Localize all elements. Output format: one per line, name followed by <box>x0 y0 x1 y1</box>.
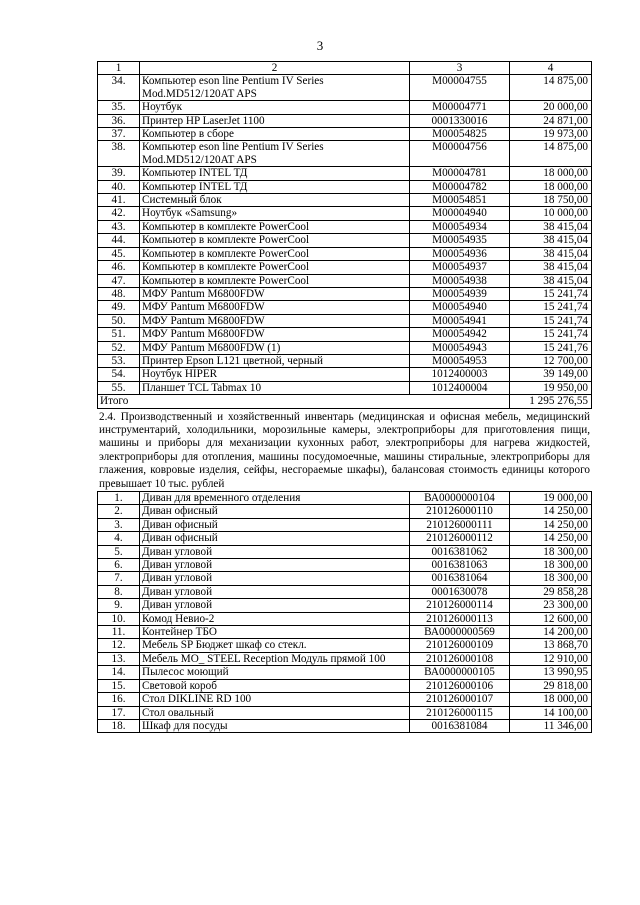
item-value: 18 750,00 <box>510 194 592 207</box>
table-header-row <box>98 62 592 75</box>
table-row <box>98 559 592 572</box>
item-value: 13 990,95 <box>510 666 592 679</box>
item-value: 18 300,00 <box>510 572 592 585</box>
item-name: Компьютер INTEL ТД <box>140 167 410 180</box>
item-name: Компьютер eson line Pentium IV Series Mod.MD512/120AT APS <box>140 141 410 167</box>
inventory-code: 0001330016 <box>410 114 510 127</box>
item-name: Диван угловой <box>140 599 410 612</box>
table-row <box>98 234 592 247</box>
table-row <box>98 180 592 193</box>
row-number: 17. <box>98 706 140 719</box>
item-value: 38 415,04 <box>510 274 592 287</box>
item-value: 20 000,00 <box>510 101 592 114</box>
item-name: МФУ Pantum M6800FDW <box>140 314 410 327</box>
item-name: Компьютер eson line Pentium IV Series Mod.MD512/120AT APS <box>140 75 410 101</box>
row-number: 55. <box>98 381 140 394</box>
inventory-code: M00054938 <box>410 274 510 287</box>
row-number: 2. <box>98 505 140 518</box>
inventory-code: 0016381064 <box>410 572 510 585</box>
row-number: 43. <box>98 220 140 233</box>
inventory-code: M00004755 <box>410 75 510 101</box>
row-number: 37. <box>98 128 140 141</box>
item-value: 13 868,70 <box>510 639 592 652</box>
item-value: 14 250,00 <box>510 505 592 518</box>
item-name: Диван угловой <box>140 559 410 572</box>
item-name: МФУ Pantum M6800FDW <box>140 328 410 341</box>
inventory-code: 0016381062 <box>410 545 510 558</box>
page-number: 3 <box>316 38 324 53</box>
inventory-code: 0016381063 <box>410 559 510 572</box>
inventory-code: ВА0000000569 <box>410 626 510 639</box>
item-name: Компьютер в сборе <box>140 128 410 141</box>
table-row <box>98 532 592 545</box>
item-name: Стол DIKLINE RD 100 <box>140 693 410 706</box>
item-name: МФУ Pantum M6800FDW <box>140 301 410 314</box>
inventory-code: 0016381084 <box>410 719 510 732</box>
inventory-code: 210126000112 <box>410 532 510 545</box>
table-row <box>98 545 592 558</box>
item-name: Ноутбук «Samsung» <box>140 207 410 220</box>
inventory-code: M00054943 <box>410 341 510 354</box>
item-name: Мебель SP Бюджет шкаф со стекл. <box>140 639 410 652</box>
inventory-code: 210126000115 <box>410 706 510 719</box>
row-number: 38. <box>98 141 140 167</box>
header-col-1: 1 <box>98 62 140 75</box>
row-number: 9. <box>98 599 140 612</box>
table-row <box>98 518 592 531</box>
row-number: 12. <box>98 639 140 652</box>
row-number: 50. <box>98 314 140 327</box>
table-row <box>98 492 592 505</box>
inventory-code: 210126000107 <box>410 693 510 706</box>
inventory-code: M00054934 <box>410 220 510 233</box>
row-number: 48. <box>98 287 140 300</box>
row-number: 18. <box>98 719 140 732</box>
row-number: 6. <box>98 559 140 572</box>
row-number: 5. <box>98 545 140 558</box>
inventory-code: 1012400003 <box>410 368 510 381</box>
item-value: 38 415,04 <box>510 220 592 233</box>
inventory-code: M00054825 <box>410 128 510 141</box>
inventory-code: 210126000110 <box>410 505 510 518</box>
item-value: 11 346,00 <box>510 719 592 732</box>
row-number: 53. <box>98 354 140 367</box>
inventory-code: 210126000113 <box>410 612 510 625</box>
total-value: 1 295 276,55 <box>510 395 592 408</box>
item-name: Ноутбук HIPER <box>140 368 410 381</box>
table-row <box>98 368 592 381</box>
row-number: 47. <box>98 274 140 287</box>
table-row <box>98 287 592 300</box>
item-name: Компьютер в комплекте PowerCool <box>140 247 410 260</box>
item-name: МФУ Pantum M6800FDW <box>140 287 410 300</box>
item-name: Стол овальный <box>140 706 410 719</box>
item-name: Принтер Epson L121 цветной, черный <box>140 354 410 367</box>
table-row <box>98 141 592 167</box>
row-number: 13. <box>98 652 140 665</box>
inventory-code: 210126000111 <box>410 518 510 531</box>
row-number: 39. <box>98 167 140 180</box>
item-name: Компьютер в комплекте PowerCool <box>140 220 410 233</box>
table-row <box>98 194 592 207</box>
item-name: Диван угловой <box>140 545 410 558</box>
item-value: 10 000,00 <box>510 207 592 220</box>
item-value: 24 871,00 <box>510 114 592 127</box>
header-col-4: 4 <box>510 62 592 75</box>
document-body <box>97 61 591 733</box>
table-row <box>98 314 592 327</box>
item-name: Диван офисный <box>140 505 410 518</box>
item-name: Системный блок <box>140 194 410 207</box>
item-value: 14 875,00 <box>510 75 592 101</box>
row-number: 7. <box>98 572 140 585</box>
item-value: 18 000,00 <box>510 180 592 193</box>
item-name: Планшет TCL Tabmax 10 <box>140 381 410 394</box>
item-value: 38 415,04 <box>510 247 592 260</box>
item-value: 14 100,00 <box>510 706 592 719</box>
item-name: Мебель МО_ STEEL Reception Модуль прямой 100 <box>140 652 410 665</box>
item-value: 15 241,74 <box>510 287 592 300</box>
table-row <box>98 128 592 141</box>
item-value: 18 300,00 <box>510 545 592 558</box>
table-row <box>98 585 592 598</box>
item-value: 15 241,74 <box>510 301 592 314</box>
row-number: 10. <box>98 612 140 625</box>
row-number: 54. <box>98 368 140 381</box>
computer-equipment-table <box>97 61 592 409</box>
row-number: 45. <box>98 247 140 260</box>
item-name: Компьютер в комплекте PowerCool <box>140 234 410 247</box>
item-value: 18 000,00 <box>510 167 592 180</box>
inventory-code: 1012400004 <box>410 381 510 394</box>
inventory-code: M00054939 <box>410 287 510 300</box>
table-row <box>98 666 592 679</box>
inventory-code: M00054941 <box>410 314 510 327</box>
inventory-code: M00054942 <box>410 328 510 341</box>
inventory-code: M00004756 <box>410 141 510 167</box>
row-number: 1. <box>98 492 140 505</box>
inventory-code: ВА0000000105 <box>410 666 510 679</box>
row-number: 14. <box>98 666 140 679</box>
row-number: 46. <box>98 261 140 274</box>
row-number: 16. <box>98 693 140 706</box>
section-2-4-description: 2.4. Производственный и хозяйственный инвентарь (медицинская и офисная мебель, медицинский инструментарий, холодильники, морозильные камеры, электроприборы для приготовления пищи, машины и приборы для механизации кухонных работ, электроприборы для нагрева жидкостей, электроприборы для отопления, машины посудомоечные, машины стиральные, электроприборы для глажения, ковровые изделия, сейфы, несгораемые шкафы), балансовая стоимость единицы которого превышает 10 тыс. рублей <box>99 410 590 490</box>
table-row <box>98 719 592 732</box>
table-row <box>98 505 592 518</box>
table-row <box>98 247 592 260</box>
inventory-table <box>97 491 592 733</box>
table-row <box>98 639 592 652</box>
item-name: Световой короб <box>140 679 410 692</box>
inventory-code: M00004782 <box>410 180 510 193</box>
row-number: 4. <box>98 532 140 545</box>
table-row <box>98 220 592 233</box>
inventory-code: 210126000106 <box>410 679 510 692</box>
item-value: 39 149,00 <box>510 368 592 381</box>
table-row <box>98 341 592 354</box>
table-row <box>98 274 592 287</box>
table-row <box>98 75 592 101</box>
inventory-code: M00004940 <box>410 207 510 220</box>
row-number: 51. <box>98 328 140 341</box>
item-value: 14 250,00 <box>510 532 592 545</box>
item-value: 15 241,74 <box>510 314 592 327</box>
item-value: 12 600,00 <box>510 612 592 625</box>
row-number: 49. <box>98 301 140 314</box>
item-name: Диван угловой <box>140 572 410 585</box>
item-value: 19 973,00 <box>510 128 592 141</box>
item-value: 23 300,00 <box>510 599 592 612</box>
item-value: 14 200,00 <box>510 626 592 639</box>
item-value: 18 000,00 <box>510 693 592 706</box>
row-number: 52. <box>98 341 140 354</box>
header-col-2: 2 <box>140 62 410 75</box>
item-value: 19 950,00 <box>510 381 592 394</box>
item-value: 19 000,00 <box>510 492 592 505</box>
inventory-code: M00054851 <box>410 194 510 207</box>
item-value: 15 241,74 <box>510 328 592 341</box>
inventory-code: M00004781 <box>410 167 510 180</box>
table-row <box>98 207 592 220</box>
table-row <box>98 167 592 180</box>
item-value: 38 415,04 <box>510 234 592 247</box>
table-row <box>98 679 592 692</box>
item-name: Компьютер в комплекте PowerCool <box>140 261 410 274</box>
table-row <box>98 652 592 665</box>
inventory-code: M00054937 <box>410 261 510 274</box>
inventory-code: M00054935 <box>410 234 510 247</box>
table-row <box>98 612 592 625</box>
item-name: Компьютер INTEL ТД <box>140 180 410 193</box>
item-value: 12 700,00 <box>510 354 592 367</box>
header-col-3: 3 <box>410 62 510 75</box>
row-number: 11. <box>98 626 140 639</box>
item-name: Принтер HP LaserJet 1100 <box>140 114 410 127</box>
item-name: Ноутбук <box>140 101 410 114</box>
item-name: Комод Невио-2 <box>140 612 410 625</box>
table-row <box>98 301 592 314</box>
item-name: МФУ Pantum M6800FDW (1) <box>140 341 410 354</box>
item-name: Контейнер ТБО <box>140 626 410 639</box>
inventory-code: M00054940 <box>410 301 510 314</box>
item-value: 14 250,00 <box>510 518 592 531</box>
inventory-code: 210126000109 <box>410 639 510 652</box>
inventory-code: M00054953 <box>410 354 510 367</box>
table-row <box>98 328 592 341</box>
item-name: Шкаф для посуды <box>140 719 410 732</box>
inventory-code: ВА0000000104 <box>410 492 510 505</box>
table-row <box>98 101 592 114</box>
table-row <box>98 706 592 719</box>
row-number: 44. <box>98 234 140 247</box>
item-value: 29 858,28 <box>510 585 592 598</box>
table-row <box>98 114 592 127</box>
table-row <box>98 626 592 639</box>
row-number: 35. <box>98 101 140 114</box>
row-number: 15. <box>98 679 140 692</box>
row-number: 36. <box>98 114 140 127</box>
item-value: 38 415,04 <box>510 261 592 274</box>
total-label: Итого <box>98 395 510 408</box>
inventory-code: 210126000114 <box>410 599 510 612</box>
table-row <box>98 354 592 367</box>
row-number: 40. <box>98 180 140 193</box>
table-row <box>98 599 592 612</box>
item-name: Диван офисный <box>140 532 410 545</box>
item-name: Диван для временного отделения <box>140 492 410 505</box>
inventory-code: 0001630078 <box>410 585 510 598</box>
row-number: 8. <box>98 585 140 598</box>
item-value: 15 241,76 <box>510 341 592 354</box>
item-name: Пылесос моющий <box>140 666 410 679</box>
inventory-code: M00054936 <box>410 247 510 260</box>
total-row <box>98 395 592 408</box>
row-number: 41. <box>98 194 140 207</box>
row-number: 42. <box>98 207 140 220</box>
row-number: 3. <box>98 518 140 531</box>
item-value: 14 875,00 <box>510 141 592 167</box>
row-number: 34. <box>98 75 140 101</box>
item-name: Диван офисный <box>140 518 410 531</box>
table-row <box>98 693 592 706</box>
table-row <box>98 261 592 274</box>
item-value: 29 818,00 <box>510 679 592 692</box>
item-name: Компьютер в комплекте PowerCool <box>140 274 410 287</box>
inventory-code: M00004771 <box>410 101 510 114</box>
table-row <box>98 381 592 394</box>
item-name: Диван угловой <box>140 585 410 598</box>
item-value: 18 300,00 <box>510 559 592 572</box>
item-value: 12 910,00 <box>510 652 592 665</box>
inventory-code: 210126000108 <box>410 652 510 665</box>
table-row <box>98 572 592 585</box>
